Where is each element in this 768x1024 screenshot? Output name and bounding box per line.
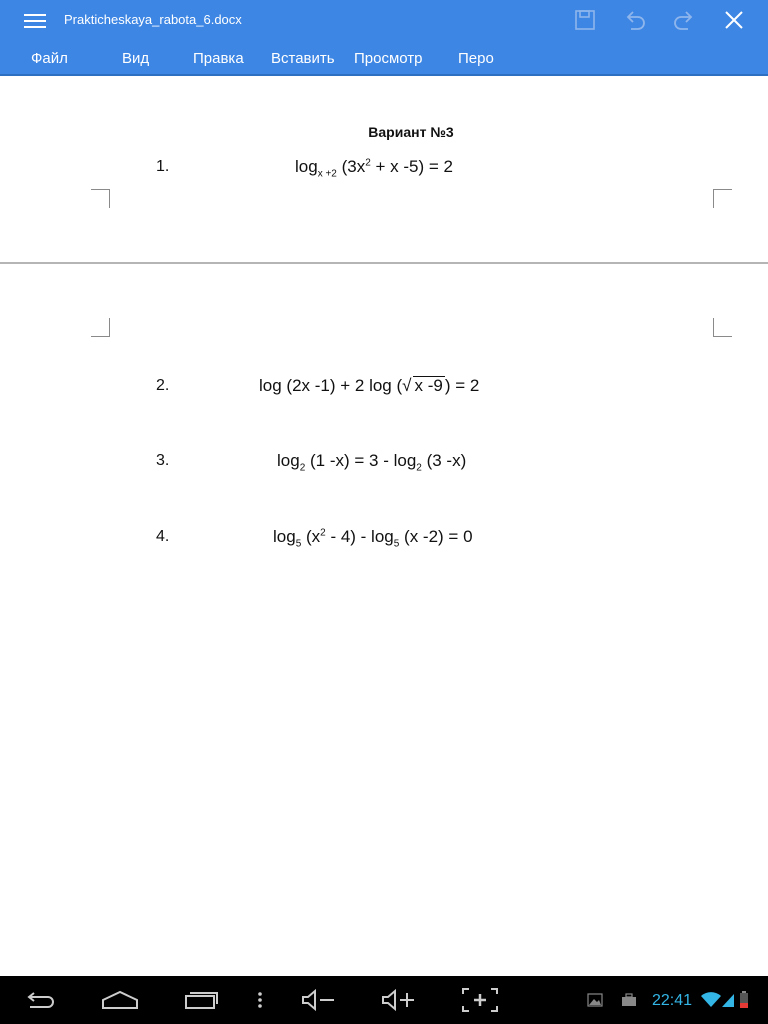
problem-2-number: 2. bbox=[156, 377, 170, 394]
screenshot-icon[interactable] bbox=[460, 984, 500, 1016]
home-icon[interactable] bbox=[100, 984, 140, 1016]
overflow-menu-icon[interactable] bbox=[252, 984, 268, 1016]
problem-4-number: 4. bbox=[156, 528, 170, 545]
app-bar bbox=[0, 0, 768, 76]
variant-heading: Вариант №3 bbox=[368, 124, 454, 140]
gallery-notification-icon bbox=[586, 984, 604, 1016]
volume-up-icon[interactable] bbox=[380, 984, 418, 1016]
menu-insert[interactable]: Вставить bbox=[271, 50, 335, 67]
menu-bar bbox=[0, 44, 768, 74]
problem-1-equation: $\log_{x +2} (3x^2 + x$ -5) = 2 bbox=[295, 157, 453, 180]
problem-3-equation: $\log_2 (1$ $-x) = 3 - \log_2 (3$ -x) bbox=[277, 451, 467, 474]
document-page-2[interactable] bbox=[0, 264, 768, 976]
margin-corner-mark bbox=[713, 318, 732, 337]
undo-icon[interactable] bbox=[622, 8, 648, 32]
redo-icon[interactable] bbox=[671, 8, 697, 32]
menu-file[interactable]: Файл bbox=[31, 50, 68, 67]
menu-pen[interactable]: Перо bbox=[458, 50, 494, 67]
signal-icon bbox=[720, 984, 736, 1016]
save-icon[interactable] bbox=[572, 8, 598, 32]
document-page-1[interactable] bbox=[0, 76, 768, 262]
document-title: Prakticheskaya_rabota_6.docx bbox=[64, 12, 242, 27]
menu-edit[interactable]: Правка bbox=[193, 50, 244, 67]
recent-apps-icon[interactable] bbox=[182, 984, 220, 1016]
briefcase-notification-icon bbox=[620, 984, 638, 1016]
back-icon[interactable] bbox=[22, 984, 58, 1016]
margin-corner-mark bbox=[713, 189, 732, 208]
menu-icon[interactable] bbox=[24, 12, 48, 30]
close-icon[interactable] bbox=[721, 8, 747, 32]
margin-corner-mark bbox=[91, 189, 110, 208]
sqrt-icon: √ bbox=[402, 376, 412, 395]
wifi-icon bbox=[700, 984, 722, 1016]
problem-1-number: 1. bbox=[156, 158, 170, 175]
menu-view[interactable]: Вид bbox=[122, 50, 150, 67]
clock: 22:41 bbox=[652, 992, 693, 1009]
volume-down-icon[interactable] bbox=[300, 984, 338, 1016]
system-navigation-bar bbox=[0, 976, 768, 1024]
menu-review[interactable]: Просмотр bbox=[354, 50, 423, 67]
battery-icon bbox=[738, 984, 750, 1016]
problem-3-number: 3. bbox=[156, 452, 170, 469]
margin-corner-mark bbox=[91, 318, 110, 337]
problem-4-equation: $\log_5 (x^2 - 4) - \log_5 (x$ -2) = 0 bbox=[273, 527, 473, 550]
problem-2-equation: log (2x -1) + 2 log (√ x -9 ) = 2 bbox=[259, 376, 480, 395]
